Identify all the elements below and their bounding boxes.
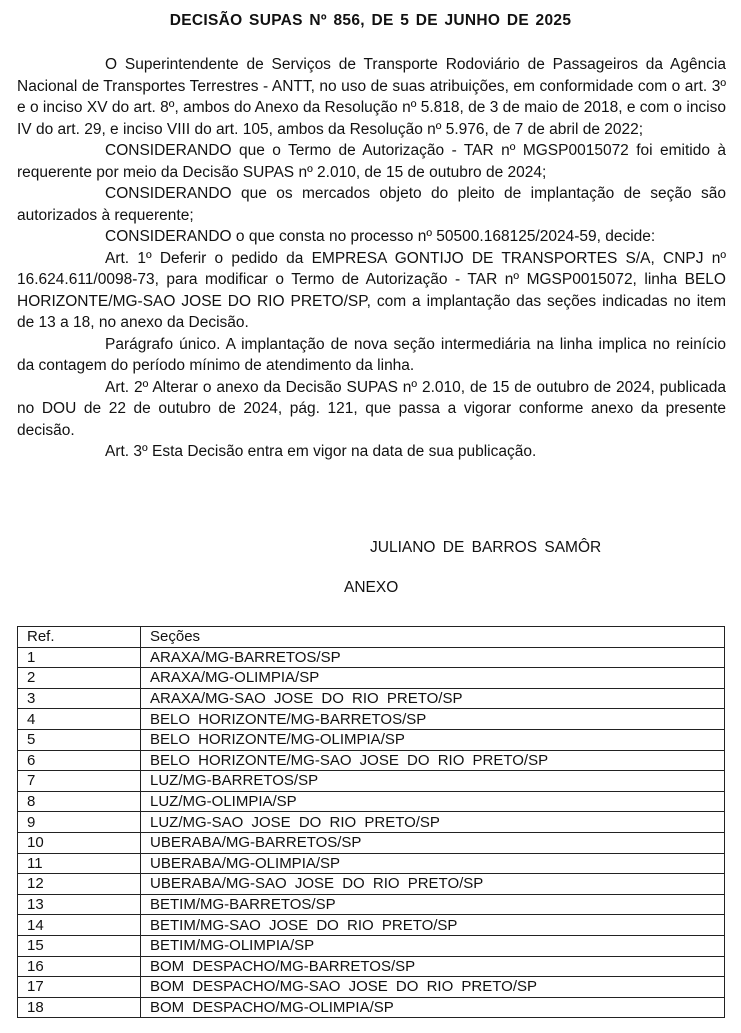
row-ref: 2 xyxy=(18,668,141,689)
row-ref: 13 xyxy=(18,894,141,915)
article-1-paragraph: Art. 1º Deferir o pedido da EMPRESA GONTIJO DE TRANSPORTES S/A, CNPJ nº 16.624.611/0098-73, para modificar o Termo de Autorização - TAR nº MGSP0015072, linha BELO HORIZONTE/MG-SAO JOSE DO RIO PRETO/SP, com a implantação das seções indicadas no item de 13 a 18, no anexo da Decisão. xyxy=(17,249,726,331)
annex-table xyxy=(17,626,725,1018)
row-ref: 3 xyxy=(18,688,141,709)
table-row xyxy=(18,853,725,874)
considerando-paragraph-1: CONSIDERANDO que o Termo de Autorização - TAR nº MGSP0015072 foi emitido à requerente por meio da Decisão SUPAS nº 2.010, de 15 de outubro de 2024; xyxy=(17,142,726,181)
header-secoes: Seções xyxy=(141,627,725,648)
row-section: BOM DESPACHO/MG-SAO JOSE DO RIO PRETO/SP xyxy=(141,977,725,998)
table-row xyxy=(18,832,725,853)
row-ref: 11 xyxy=(18,853,141,874)
considerando-paragraph-2: CONSIDERANDO que os mercados objeto do pleito de implantação de seção são autorizados à requerente; xyxy=(17,185,726,224)
table-row xyxy=(18,729,725,750)
row-ref: 12 xyxy=(18,874,141,895)
document-body xyxy=(17,54,726,463)
table-row xyxy=(18,894,725,915)
table-row xyxy=(18,935,725,956)
article-3-paragraph: Art. 3º Esta Decisão entra em vigor na data de sua publicação. xyxy=(105,443,537,460)
row-section: LUZ/MG-SAO JOSE DO RIO PRETO/SP xyxy=(141,812,725,833)
row-ref: 18 xyxy=(18,997,141,1018)
row-ref: 17 xyxy=(18,977,141,998)
signature-name: JULIANO DE BARROS SAMÔR xyxy=(370,539,602,556)
row-section: LUZ/MG-BARRETOS/SP xyxy=(141,771,725,792)
table-row xyxy=(18,977,725,998)
table-row xyxy=(18,997,725,1018)
annex-title: ANEXO xyxy=(344,579,399,596)
row-ref: 10 xyxy=(18,832,141,853)
row-section: UBERABA/MG-BARRETOS/SP xyxy=(141,832,725,853)
row-section: BELO HORIZONTE/MG-SAO JOSE DO RIO PRETO/SP xyxy=(141,750,725,771)
table-row xyxy=(18,688,725,709)
row-section: BETIM/MG-BARRETOS/SP xyxy=(141,894,725,915)
row-ref: 5 xyxy=(18,729,141,750)
table-row xyxy=(18,791,725,812)
row-section: BOM DESPACHO/MG-BARRETOS/SP xyxy=(141,956,725,977)
document-title: DECISÃO SUPAS Nº 856, DE 5 DE JUNHO DE 2025 xyxy=(169,12,572,29)
row-ref: 14 xyxy=(18,915,141,936)
row-ref: 15 xyxy=(18,935,141,956)
row-ref: 8 xyxy=(18,791,141,812)
table-row xyxy=(18,647,725,668)
row-section: UBERABA/MG-SAO JOSE DO RIO PRETO/SP xyxy=(141,874,725,895)
row-ref: 6 xyxy=(18,750,141,771)
row-section: LUZ/MG-OLIMPIA/SP xyxy=(141,791,725,812)
row-ref: 16 xyxy=(18,956,141,977)
header-ref: Ref. xyxy=(18,627,141,648)
article-2-paragraph: Art. 2º Alterar o anexo da Decisão SUPAS nº 2.010, de 15 de outubro de 2024, publicada no DOU de 22 de outubro de 2024, pág. 121, que passa a vigorar conforme anexo da presente decisão. xyxy=(17,378,726,439)
table-row xyxy=(18,956,725,977)
table-row xyxy=(18,915,725,936)
row-section: ARAXA/MG-SAO JOSE DO RIO PRETO/SP xyxy=(141,688,725,709)
table-row xyxy=(18,668,725,689)
row-section: BETIM/MG-OLIMPIA/SP xyxy=(141,935,725,956)
sole-paragraph: Parágrafo único. A implantação de nova seção intermediária na linha implica no reinício da contagem do período mínimo de atendimento da linha. xyxy=(17,335,726,374)
row-section: BOM DESPACHO/MG-OLIMPIA/SP xyxy=(141,997,725,1018)
table-row xyxy=(18,771,725,792)
row-section: ARAXA/MG-OLIMPIA/SP xyxy=(141,668,725,689)
row-ref: 4 xyxy=(18,709,141,730)
row-section: ARAXA/MG-BARRETOS/SP xyxy=(141,647,725,668)
table-row xyxy=(18,750,725,771)
row-ref: 9 xyxy=(18,812,141,833)
table-row xyxy=(18,874,725,895)
table-row xyxy=(18,709,725,730)
table-header-row xyxy=(18,627,725,648)
row-section: BELO HORIZONTE/MG-OLIMPIA/SP xyxy=(141,729,725,750)
row-ref: 1 xyxy=(18,647,141,668)
row-section: UBERABA/MG-OLIMPIA/SP xyxy=(141,853,725,874)
table-row xyxy=(18,812,725,833)
row-section: BELO HORIZONTE/MG-BARRETOS/SP xyxy=(141,709,725,730)
row-section: BETIM/MG-SAO JOSE DO RIO PRETO/SP xyxy=(141,915,725,936)
row-ref: 7 xyxy=(18,771,141,792)
considerando-paragraph-3: CONSIDERANDO o que consta no processo nº 50500.168125/2024-59, decide: xyxy=(105,228,656,245)
preamble-paragraph: O Superintendente de Serviços de Transporte Rodoviário de Passageiros da Agência Nacional de Transportes Terrestres - ANTT, no uso de suas atribuições, em conformidade com o art. 3º e o inciso XV do art. 8º, ambos do Anexo da Resolução nº 5.818, de 3 de maio de 2018, e com o inciso IV do art. 29, e inciso VIII do art. 105, ambos da Resolução nº 5.976, de 7 de abril de 2022; xyxy=(17,56,726,138)
